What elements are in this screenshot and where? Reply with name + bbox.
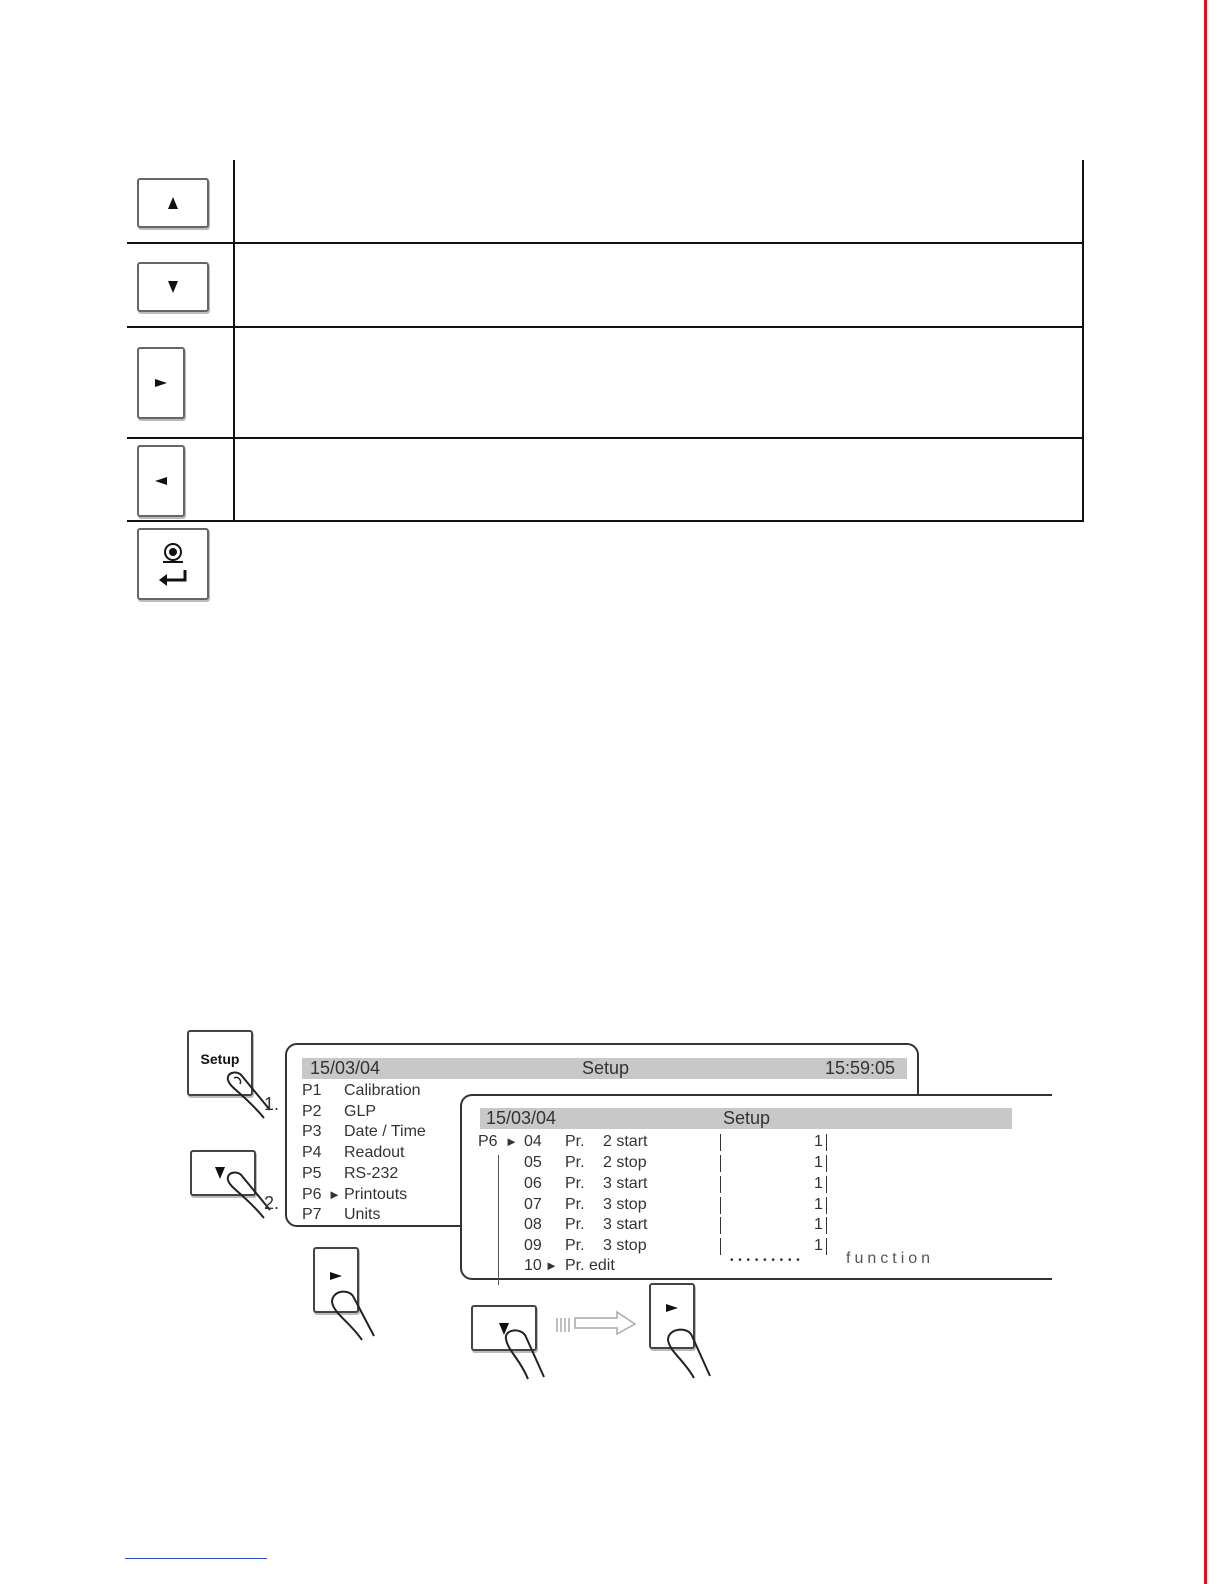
screen-title: Setup (723, 1108, 771, 1128)
menu-item-code: P4 (302, 1144, 322, 1161)
field-bracket (720, 1238, 721, 1255)
finger-icon (322, 1282, 392, 1342)
arrow-left-icon (154, 475, 168, 487)
field-bracket (720, 1134, 721, 1151)
setup-screen-header (302, 1058, 907, 1079)
menu-item-code: P3 (302, 1123, 322, 1140)
table-row-line (127, 437, 1084, 439)
screen-time: 15:59:05 (825, 1058, 896, 1078)
menu-item-label: Units (344, 1206, 381, 1223)
repeat-arrow-icon (555, 1310, 637, 1336)
row-number: 08 (524, 1216, 542, 1233)
menu-item-code: P7 (302, 1206, 322, 1223)
row-number: 04 (524, 1133, 542, 1150)
arrow-right-icon (154, 377, 168, 389)
screen-date: 15/03/04 (310, 1058, 381, 1078)
row-name: 3 stop (603, 1196, 647, 1213)
finger-icon (660, 1322, 730, 1380)
menu-item-label: Calibration (344, 1082, 421, 1099)
enter-tare-icon (153, 539, 193, 589)
row-number: 07 (524, 1196, 542, 1213)
dotted-field: • • • • • • • • • (730, 1255, 801, 1266)
arrow-right-icon (329, 1270, 343, 1282)
row-name: 3 start (603, 1216, 648, 1233)
row-value: 1 (814, 1196, 823, 1213)
field-bracket (826, 1155, 827, 1172)
row-value: 1 (814, 1237, 823, 1254)
menu-item-code: P5 (302, 1165, 322, 1182)
menu-item-code: P6 (302, 1186, 322, 1203)
row-label: Pr. edit (565, 1257, 615, 1274)
menu-item-label: Printouts (344, 1186, 408, 1203)
menu-item-code: P1 (302, 1082, 322, 1099)
row-name: 3 start (603, 1175, 648, 1192)
table-row-line (127, 520, 1084, 522)
row-number: 05 (524, 1154, 542, 1171)
field-bracket (826, 1176, 827, 1193)
field-bracket (826, 1238, 827, 1255)
row-name: 2 stop (603, 1154, 647, 1171)
function-label: function (846, 1250, 935, 1267)
row-number: 10 (524, 1257, 542, 1274)
row-prefix: Pr. (565, 1196, 585, 1213)
step-2-label: 2. (264, 1193, 280, 1213)
row-name: 3 stop (603, 1237, 647, 1254)
row-prefix: Pr. (565, 1237, 585, 1254)
menu-item-label: Date / Time (344, 1123, 426, 1140)
selection-arrow-icon: ► (545, 1258, 558, 1273)
selection-arrow-icon: ► (505, 1134, 518, 1149)
screen-title: Setup (582, 1058, 630, 1078)
footer-rule (125, 1558, 267, 1559)
menu-item-label: RS-232 (344, 1165, 399, 1182)
parent-menu-code: P6 (478, 1133, 498, 1150)
field-bracket (826, 1134, 827, 1151)
row-value: 1 (814, 1133, 823, 1150)
field-bracket (826, 1197, 827, 1214)
row-name: 2 start (603, 1133, 648, 1150)
table-divider (233, 160, 235, 522)
selection-arrow-icon: ► (328, 1187, 341, 1202)
setup-button-label: Setup (200, 1051, 240, 1067)
row-value: 1 (814, 1175, 823, 1192)
tree-line (498, 1155, 499, 1285)
menu-item-label: GLP (344, 1103, 377, 1120)
arrow-right-icon (665, 1302, 679, 1314)
menu-item-code: P2 (302, 1103, 322, 1120)
row-prefix: Pr. (565, 1175, 585, 1192)
row-number: 09 (524, 1237, 542, 1254)
page-edge-line (1204, 0, 1207, 1584)
row-prefix: Pr. (565, 1154, 585, 1171)
field-bracket (720, 1217, 721, 1234)
table-right-border (1082, 160, 1084, 522)
finger-icon (498, 1325, 558, 1380)
up-key[interactable] (137, 178, 209, 228)
right-key[interactable] (137, 347, 185, 419)
row-value: 1 (814, 1154, 823, 1171)
row-value: 1 (814, 1216, 823, 1233)
row-number: 06 (524, 1175, 542, 1192)
arrow-up-icon (166, 196, 180, 210)
row-prefix: Pr. (565, 1133, 585, 1150)
screen-date: 15/03/04 (486, 1108, 557, 1128)
arrow-down-icon (166, 280, 180, 294)
field-bracket (720, 1176, 721, 1193)
printouts-screen-header (480, 1108, 1012, 1129)
field-bracket (826, 1217, 827, 1234)
left-key[interactable] (137, 445, 185, 517)
menu-item-label: Readout (344, 1144, 405, 1161)
enter-key[interactable] (137, 528, 209, 600)
row-prefix: Pr. (565, 1216, 585, 1233)
table-row-line (127, 242, 1084, 244)
down-key[interactable] (137, 262, 209, 312)
table-row-line (127, 326, 1084, 328)
field-bracket (720, 1155, 721, 1172)
step-1-label: 1. (264, 1094, 280, 1114)
field-bracket (720, 1197, 721, 1214)
